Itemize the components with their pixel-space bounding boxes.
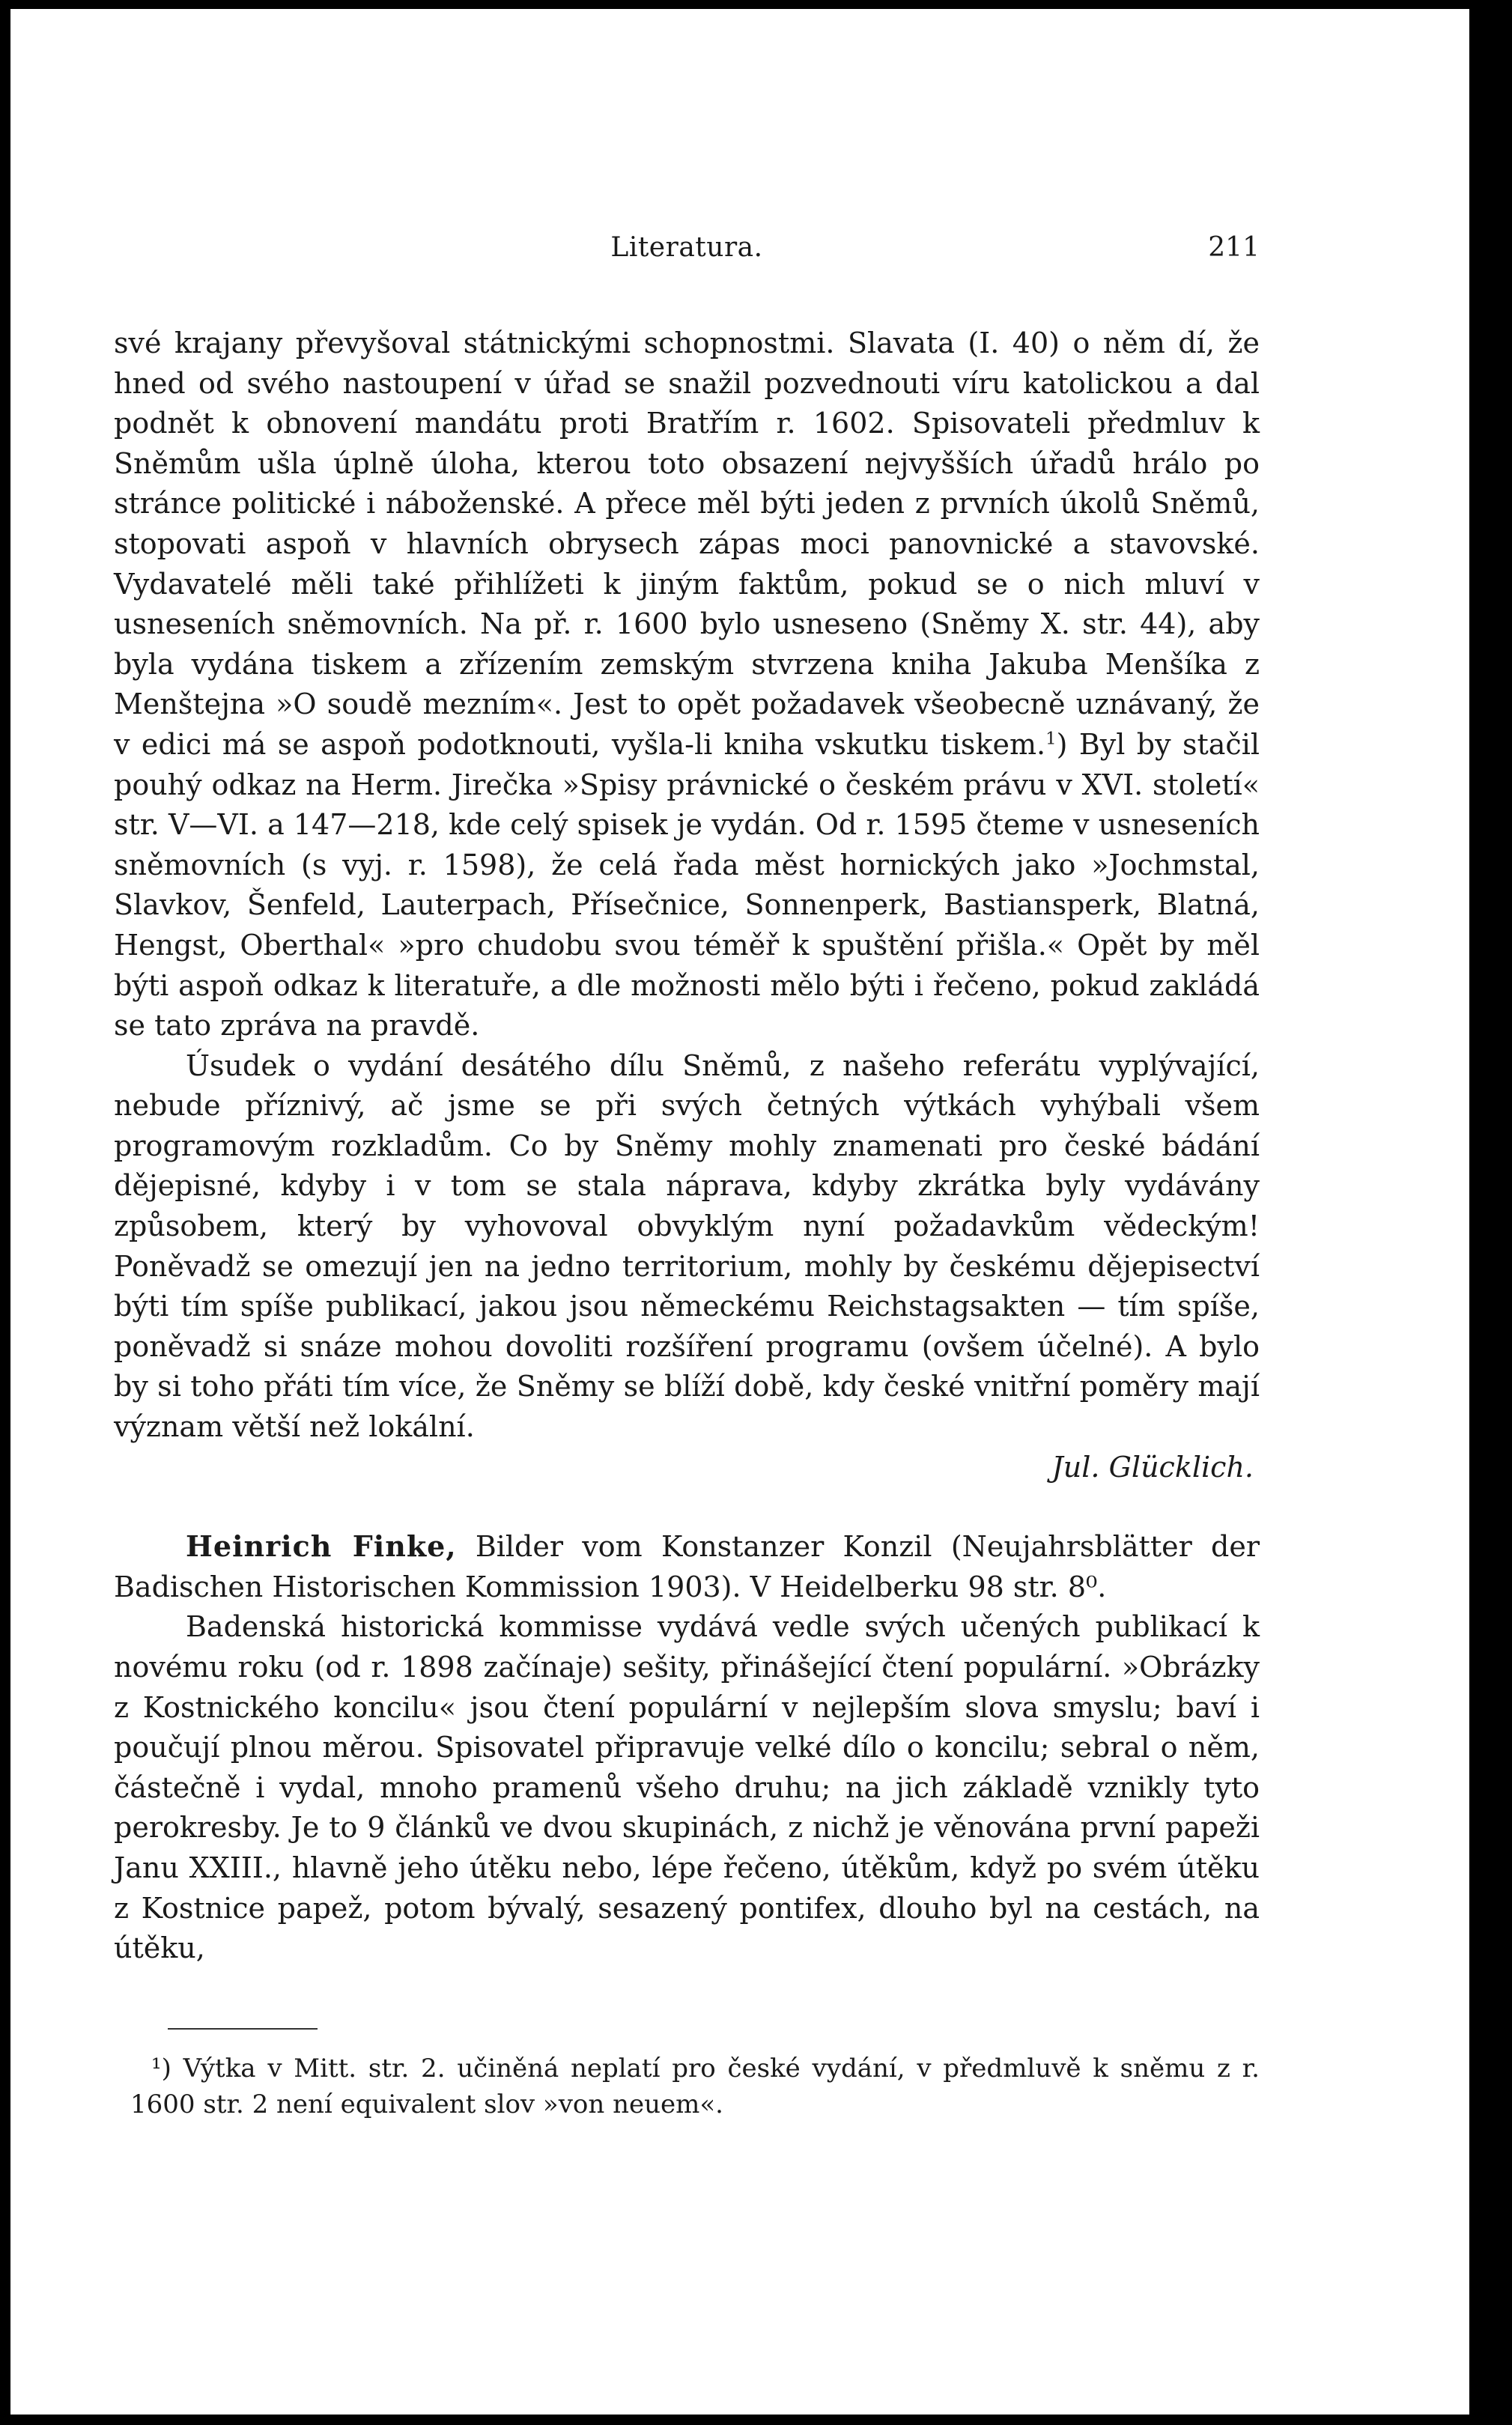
footnotes: [130, 2051, 1260, 2122]
paragraph-review-body: Badenská historická kommisse vydává vedle svých učených publikací k novému roku (od r. 1898 začínaje) sešity, přinášející čtení populární. »Obrázky z Kostnického koncilu« jsou čtení populární v nejlepším slova smyslu; baví i poučují plnou měrou. Spisovatel připravuje velké dílo o koncilu; sebral o něm, částečně i vydal, mnoho pramenů všeho druhu; na jich základě vznikly tyto perokresby. Je to 9 článků ve dvou skupinách, z nichž je věnována první papeži Janu XXIII., hlavně jeho útěku nebo, lépe řečeno, útěkům, když po svém útěku z Kostnice papež, potom bývalý, sesazený pontifex, dlouho byl na cestách, na útěku,: [114, 1610, 1260, 1965]
footnote-divider: [168, 2028, 318, 2030]
running-head: Literatura.: [610, 232, 763, 263]
footnote-reference: 1: [1045, 729, 1057, 749]
review-heading: [114, 1526, 1260, 1607]
review-title: Bilder vom Konstanzer Konzil (Neujahrsblätter der Badischen Historischen Kommission 1903). V Heidelberku 98 str. 8⁰.: [114, 1530, 1260, 1603]
body-text: [114, 324, 1260, 1969]
page-number: 211: [1208, 232, 1260, 263]
paragraph-continuation: [114, 324, 1260, 1046]
footnote-text: Výtka v Mitt. str. 2. učiněná neplatí pro české vydání, v předmluvě k sněmu z r. 1600 str. 2 není equivalent slov »von neuem«.: [130, 2054, 1260, 2119]
book-page: [10, 9, 1469, 2415]
paragraph-conclusion: Úsudek o vydání desátého dílu Sněmů, z našeho referátu vyplývající, nebude příznivý, ač jsme se při svých četných výtkách vyhýbali všem programovým rozkladům. Co by Sněmy mohly znamenati pro české bádání dějepisné, kdyby i v tom se stala náprava, kdyby zkrátka byly vydávány způsobem, který by vyhovoval obvyklým nyní požadavkům vědeckým! Poněvadž se omezují jen na jedno territorium, mohly by českému dějepisectví býti tím spíše publikací, jakou jsou německému Reichstagsakten — tím spíše, poněvadž si snáze mohou dovoliti rozšíření programu (ovšem účelné). A bylo by si toho přáti tím více, že Sněmy se blíží době, kdy české vnitřní poměry mají význam větší než lokální.: [114, 1048, 1260, 1444]
paragraph-text: ) Byl by stačil pouhý odkaz na Herm. Jirečka »Spisy právnické o českém právu v XVI. století« str. V—VI. a 147—218, kde celý spisek je vydán. Od r. 1595 čteme v usneseních sněmovních (s vyj. r. 1598), že celá řada měst hornických jako »Jochmstal, Slavkov, Šenfeld, Lauterpach, Přísečnice, Sonnenperk, Bastiansperk, Blatná, Hengst, Oberthal« »pro chudobu svou téměř k spuštění přišla.« Opět by měl býti aspoň odkaz k literatuře, a dle možnosti mělo býti i řečeno, pokud zakládá se tato zpráva na pravdě.: [114, 727, 1260, 1042]
review-signature: Jul. Glücklich.: [1051, 1450, 1254, 1484]
footnote: [130, 2051, 1260, 2122]
page-header: [114, 232, 1260, 300]
paragraph-text: své krajany převyšoval státnickými schopnostmi. Slavata (I. 40) o něm dí, že hned od svého nastoupení v úřad se snažil pozvednouti víru katolickou a dal podnět k obnovení mandátu proti Bratřím r. 1602. Spisovateli předmluv k Sněmům ušla úplně úloha, kterou toto obsazení nejvyšších úřadů hrálo po stránce politické i náboženské. A přece měl býti jeden z prvních úkolů Sněmů, stopovati aspoň v hlavních obrysech zápas moci panovnické a stavovské. Vydavatelé měli také přihlížeti k jiným faktům, pokud se o nich mluví v usneseních sněmovních. Na př. r. 1600 bylo usneseno (Sněmy X. str. 44), aby byla vydána tiskem a zřízením zemským stvrzena kniha Jakuba Menšíka z Menštejna »O soudě mezním«. Jest to opět požadavek všeobecně uznávaný, že v edici má se aspoň podotknouti, vyšla-li kniha vskutku tiskem.: [114, 327, 1260, 761]
review-author: Heinrich Finke,: [186, 1529, 457, 1564]
footnote-marker: ¹): [151, 2054, 171, 2083]
